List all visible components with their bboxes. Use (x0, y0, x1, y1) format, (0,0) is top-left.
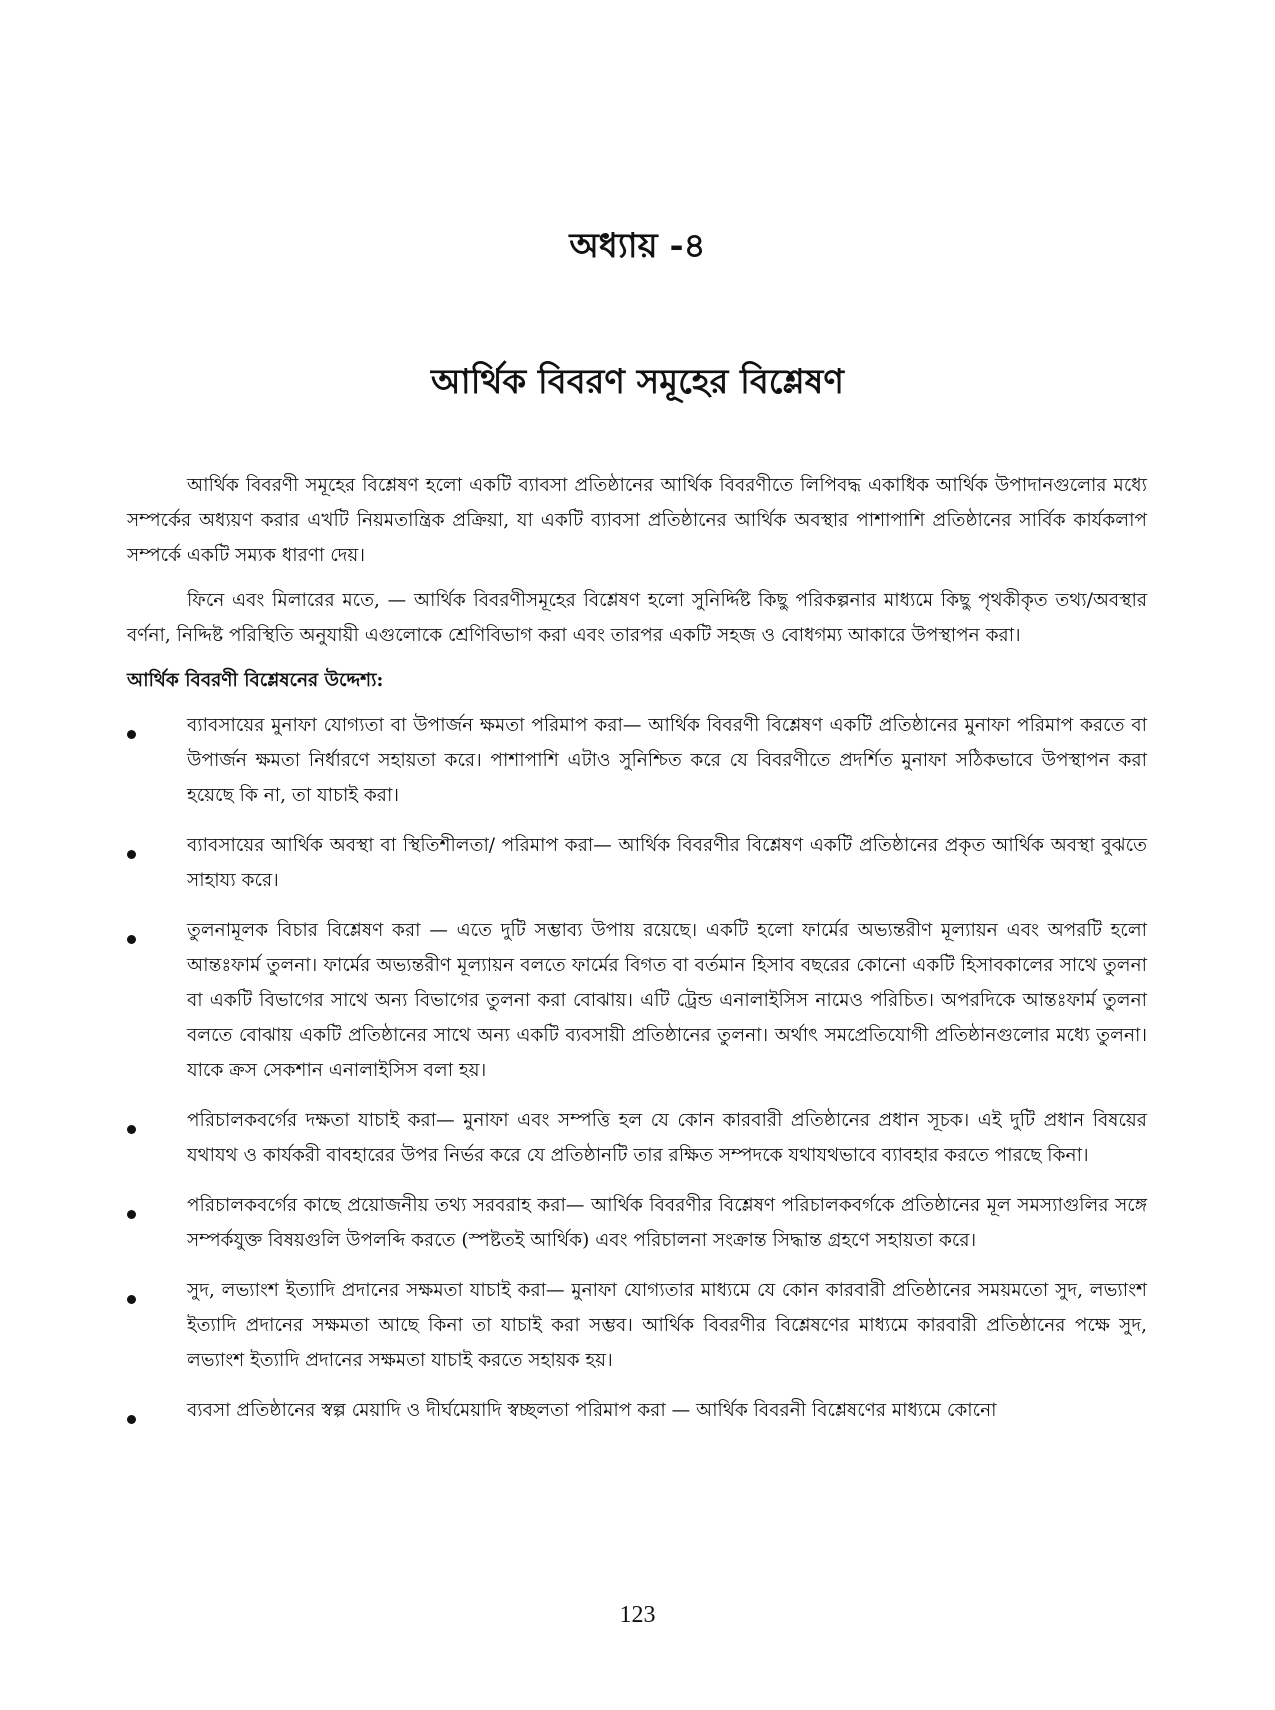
list-item-text: ব্যাবসায়ের আর্থিক অবস্থা বা স্থিতিশীলতা/ পরিমাপ করা— আর্থিক বিবরণীর বিশ্লেষণ একটি প্রতিষ্ঠানের প্রকৃত আর্থিক অবস্থা বুঝতে সাহায্য করে। (187, 835, 1147, 891)
bullet-icon (127, 1125, 136, 1134)
objectives-heading: আর্থিক বিবরণী বিশ্লেষনের উদ্দেশ্য: (127, 670, 384, 691)
list-item-text: সুদ, লভ্যাংশ ইত্যাদি প্রদানের সক্ষমতা যাচাই করা— মুনাফা যোগ্যতার মাধ্যমে যে কোন কারবারী প্রতিষ্ঠানের সময়মতো সুদ, লভ্যাংশ ইত্যাদি প্রদানের সক্ষমতা আছে কিনা তা যাচাই করা সম্ভব। আর্থিক বিবরণীর বিশ্লেষণের মাধ্যমে কারবারী প্রতিষ্ঠানের পক্ষে সুদ, লভ্যাংশ ইত্যাদি প্রদানের সক্ষমতা যাচাই করতে সহায়ক হয়। (187, 1280, 1147, 1371)
list-item (127, 1103, 1147, 1173)
list-item-text: ব্যাবসায়ের মুনাফা যোগ্যতা বা উপার্জন ক্ষমতা পরিমাপ করা— আর্থিক বিবরণী বিশ্লেষণ একটি প্রতিষ্ঠানের মুনাফা পরিমাপ করতে বা উপার্জন ক্ষমতা নির্ধারণে সহায়তা করে। পাশাপাশি এটাও সুনিশ্চিত করে যে বিবরণীতে প্রদর্শিত মুনাফা সঠিকভাবে উপস্থাপন করা হয়েছে কি না, তা যাচাই করা। (187, 715, 1147, 806)
list-item (127, 1273, 1147, 1378)
definition-paragraph: ফিনে এবং মিলারের মতে, — আর্থিক বিবরণীসমূহের বিশ্লেষণ হলো সুনির্দ্দিষ্ট কিছু পরিকল্পনার মাধ্যমে কিছু পৃথকীকৃত তথ্য/অবস্থার বর্ণনা, নিদ্দিষ্ট পরিস্থিতি অনুযায়ী এগুলোকে শ্রেণিবিভাগ করা এবং তারপর একটি সহজ ও বোধগম্য আকারে উপস্থাপন করা। (127, 590, 1147, 646)
bullet-icon (127, 1210, 136, 1219)
list-item-text: পরিচালকবর্গের দক্ষতা যাচাই করা— মুনাফা এবং সম্পত্তি হল যে কোন কারবারী প্রতিষ্ঠানের প্রধান সূচক। এই দুটি প্রধান বিষয়ের যথাযথ ও কার্যকরী বাবহারের উপর নির্ভর করে যে প্রতিষ্ঠানটি তার রক্ষিত সম্পদকে যথাযথভাবে ব্যাবহার করতে পারছে কিনা। (187, 1110, 1147, 1166)
chapter-label: অধ্যায় -৪ (569, 226, 706, 266)
list-item (127, 1393, 1147, 1428)
bullet-icon (127, 1295, 136, 1304)
intro-paragraph: আর্থিক বিবরণী সমূহের বিশ্লেষণ হলো একটি ব্যাবসা প্রতিষ্ঠানের আর্থিক বিবরণীতে লিপিবদ্ধ একাধিক আর্থিক উপাদানগুলোর মধ্যে সম্পর্কের অধ্যয়ণ করার এখটি নিয়মতান্ত্রিক প্রক্রিয়া, যা একটি ব্যাবসা প্রতিষ্ঠানের আর্থিক অবস্থার পাশাপাশি প্রতিষ্ঠানের সার্বিক কার্যকলাপ সম্পর্কে একটি সম্যক ধারণা দেয়। (127, 475, 1147, 566)
list-item (127, 828, 1147, 898)
list-item (127, 1188, 1147, 1258)
list-item-text: পরিচালকবর্গের কাছে প্রয়োজনীয় তথ্য সরবরাহ করা— আর্থিক বিবরণীর বিশ্লেষণ পরিচালকবর্গকে প্রতিষ্ঠানের মূল সমস্যাগুলির সঙ্গে সম্পর্কযুক্ত বিষয়গুলি উপলব্দি করতে (স্পষ্টতই আর্থিক) এবং পরিচালনা সংক্রান্ত সিদ্ধান্ত গ্রহণে সহায়তা করে। (187, 1195, 1147, 1251)
list-item (127, 913, 1147, 1088)
page-number: 123 (619, 1602, 656, 1628)
bullet-icon (127, 935, 136, 944)
page-title: আর্থিক বিবরণ সমূহের বিশ্লেষণ (431, 362, 844, 402)
list-item-text: তুলনামূলক বিচার বিশ্লেষণ করা — এতে দুটি সম্ভাব্য উপায় রয়েছে। একটি হলো ফার্মের অভ্যন্তরীণ মূল্যায়ন এবং অপরটি হলো আন্তঃফার্ম তুলনা। ফার্মের অভ্যন্তরীণ মূল্যায়ন বলতে ফার্মের বিগত বা বর্তমান হিসাব বছরের কোনো একটি হিসাবকালের সাথে তুলনা বা একটি বিভাগের সাথে অন্য বিভাগের তুলনা করা বোঝায়। এটি ট্রেন্ড এনালাইসিস নামেও পরিচিত। অপরদিকে আন্তঃফার্ম তুলনা বলতে বোঝায় একটি প্রতিষ্ঠানের সাথে অন্য একটি ব্যবসায়ী প্রতিষ্ঠানের তুলনা। অর্থাৎ সমপ্রেতিযোগী প্রতিষ্ঠানগুলোর মধ্যে তুলনা। যাকে ক্রস সেকশান এনালাইসিস বলা হয়। (187, 920, 1147, 1081)
bullet-icon (127, 730, 136, 739)
bullet-icon (127, 850, 136, 859)
list-item-text: ব্যবসা প্রতিষ্ঠানের স্বল্প মেয়াদি ও দীর্ঘমেয়াদি স্বচ্ছলতা পরিমাপ করা — আর্থিক বিবরনী বিশ্লেষণের মাধ্যমে কোনো (187, 1400, 997, 1421)
body-text (127, 468, 1147, 1443)
list-item (127, 708, 1147, 813)
objectives-list (127, 708, 1147, 1428)
bullet-icon (127, 1415, 136, 1424)
